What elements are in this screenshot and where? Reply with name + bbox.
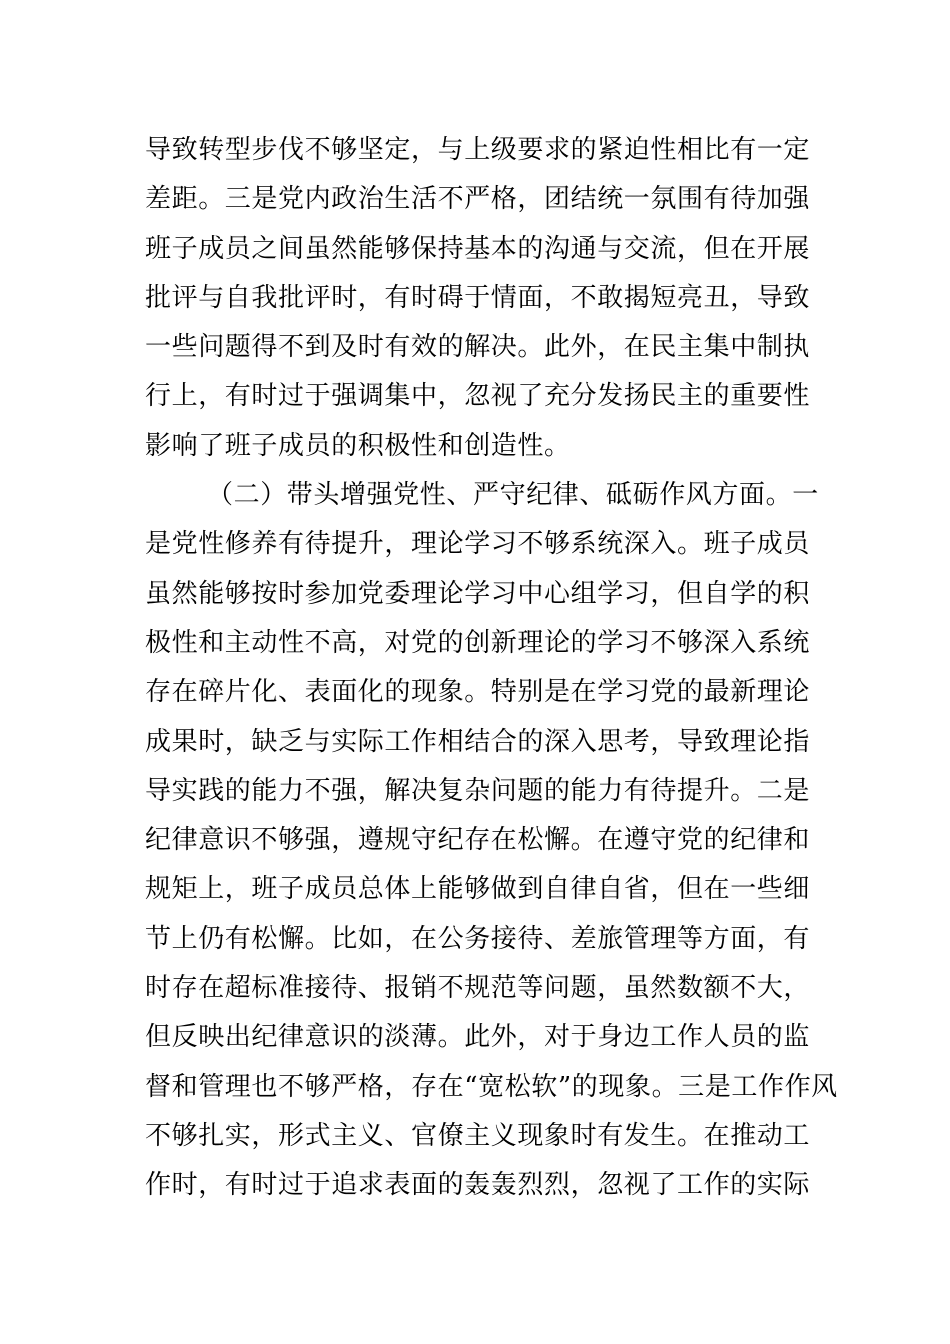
text-line: 一些问题得不到及时有效的解决。此外，在民主集中制执 [145,332,811,363]
text-line: 节上仍有松懈。比如，在公务接待、差旅管理等方面，有 [145,923,811,954]
text-line: 纪律意识不够强，遵规守纪存在松懈。在遵守党的纪律和 [145,825,811,856]
text-line: 时存在超标准接待、报销不规范等问题，虽然数额不大， [145,973,811,1004]
section-heading-line: （二）带头增强党性、严守纪律、砥砺作风方面。一 [207,480,819,511]
text-line: 存在碎片化、表面化的现象。特别是在学习党的最新理论 [145,677,811,708]
text-line: 作时，有时过于追求表面的轰轰烈烈，忽视了工作的实际 [145,1170,811,1201]
body-text [145,126,838,1211]
text-line: 批评与自我批评时，有时碍于情面，不敢揭短亮丑，导致 [145,282,811,313]
text-line: 虽然能够按时参加党委理论学习中心组学习，但自学的积 [145,578,811,609]
text-line: 班子成员之间虽然能够保持基本的沟通与交流，但在开展 [145,233,811,264]
text-line: 导致转型步伐不够坚定，与上级要求的紧迫性相比有一定 [145,135,811,165]
text-line: 督和管理也不够严格，存在“宽松软”的现象。三是工作作风 [145,1071,838,1102]
text-line: 行上，有时过于强调集中，忽视了充分发扬民主的重要性 [145,381,811,412]
text-line: 影响了班子成员的积极性和创造性。 [145,430,571,461]
text-line: 成果时，缺乏与实际工作相结合的深入思考，导致理论指 [145,726,811,757]
text-line: 规矩上，班子成员总体上能够做到自律自省，但在一些细 [145,874,811,905]
text-line: 但反映出纪律意识的淡薄。此外，对于身边工作人员的监 [145,1022,811,1053]
text-line: 差距。三是党内政治生活不严格，团结统一氛围有待加强 [145,184,811,215]
text-line: 导实践的能力不强，解决复杂问题的能力有待提升。二是 [145,775,811,806]
text-line: 极性和主动性不高，对党的创新理论的学习不够深入系统 [145,627,811,658]
text-line: 是党性修养有待提升，理论学习不够系统深入。班子成员 [145,529,811,560]
text-line: 不够扎实，形式主义、官僚主义现象时有发生。在推动工 [145,1120,811,1151]
